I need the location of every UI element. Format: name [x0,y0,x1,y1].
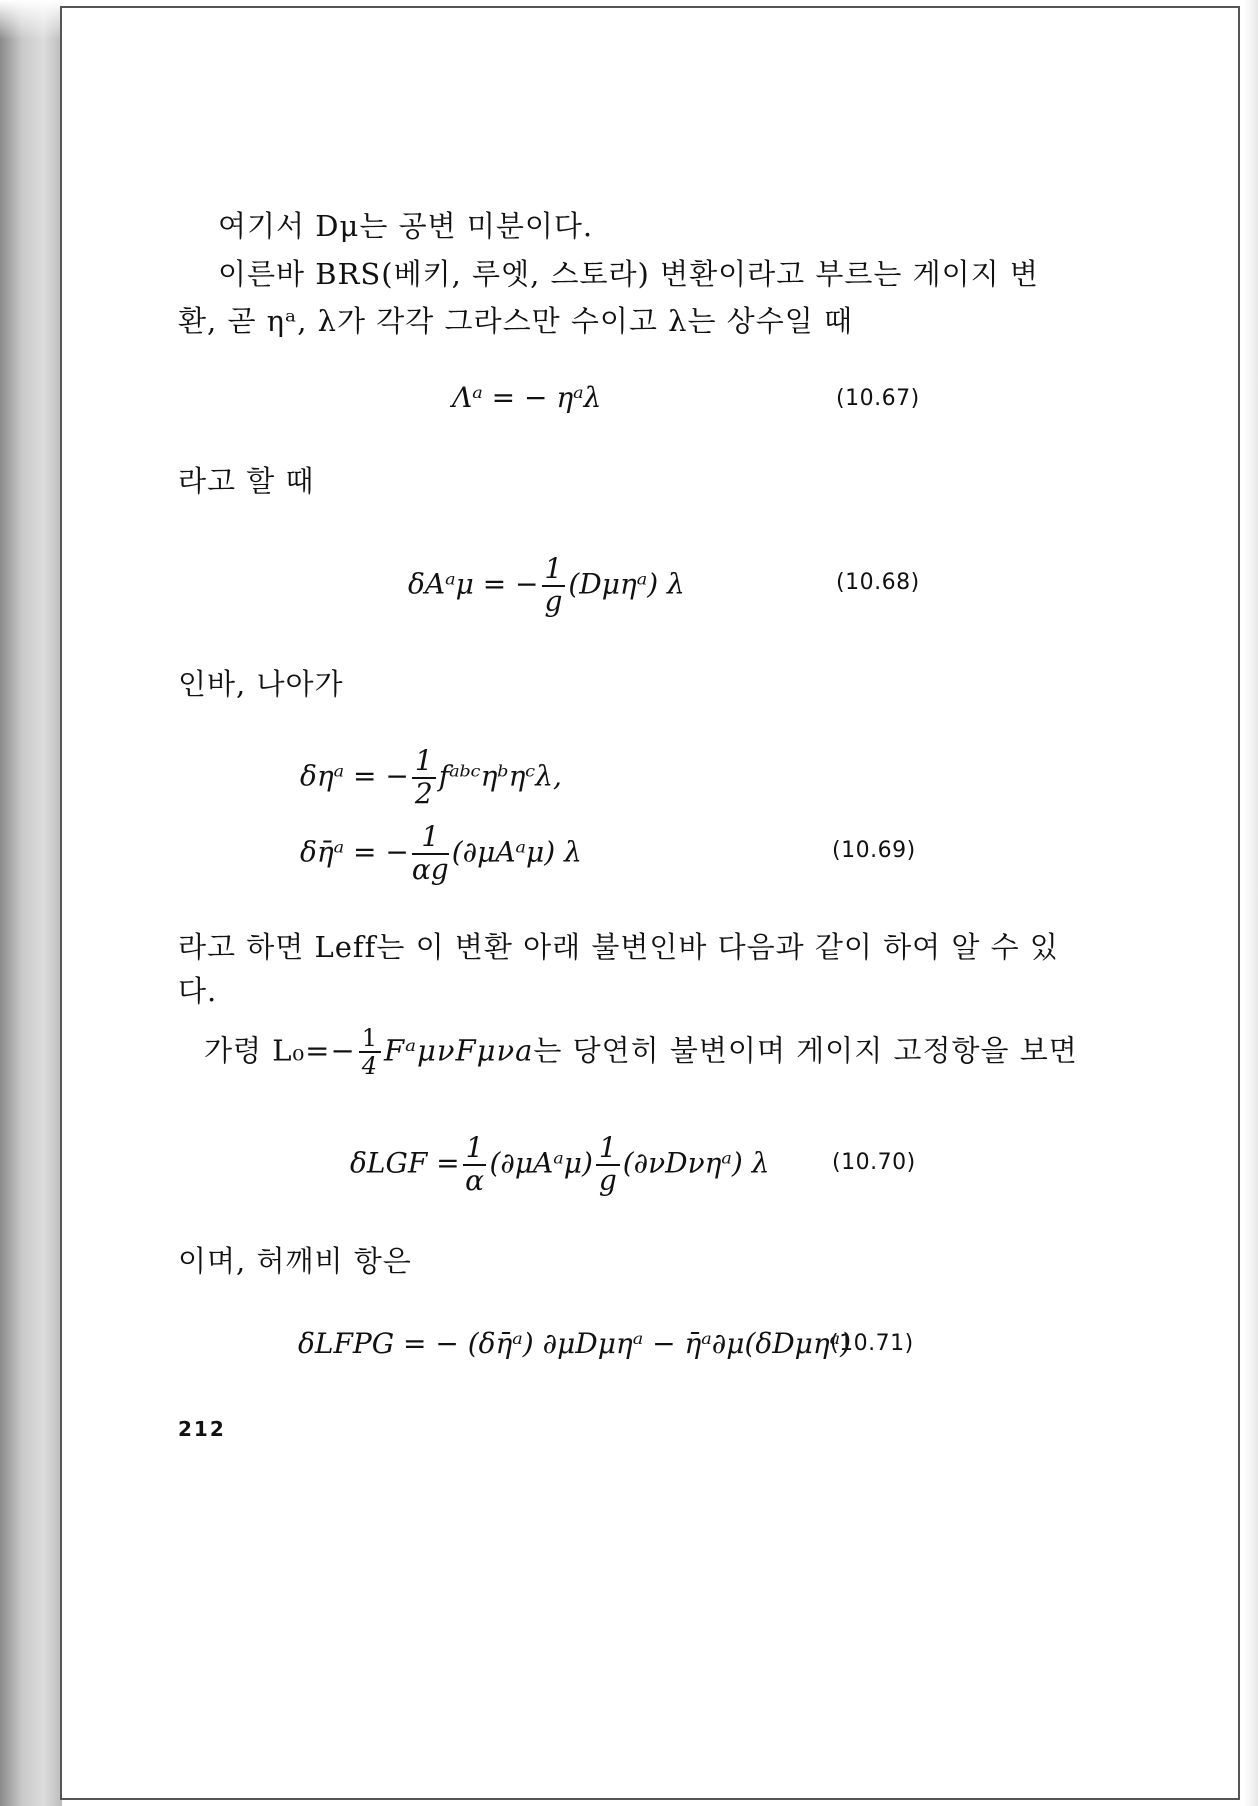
inline-eq-lhs: − [330,1033,356,1068]
paragraph-1: 여기서 Dμ는 공변 미분이다. [218,209,594,243]
equation-number-10-69: (10.69) [832,838,916,863]
paragraph-5-line-2: 다. [178,974,218,1008]
paragraph-4: 인바, 나아가 [178,667,344,701]
equation-number-10-68: (10.68) [836,570,920,595]
eq-10-69b-lhs: δη̄ᵃ = − [300,835,409,869]
spine-highlight [0,0,62,40]
paragraph-2-line-1: 이른바 BRS(베키, 루엣, 스토라) 변환이라고 부르는 게이지 변 [218,257,1039,291]
paragraph-5-line-1: 라고 하면 Leff는 이 변환 아래 불변인바 다음과 같이 하여 알 수 있 [178,930,1059,964]
equation-number-10-70: (10.70) [832,1150,916,1175]
equation-10-69a [300,746,562,810]
eq-10-70-rhs: (∂νDνηᵃ) λ [622,1146,770,1180]
paragraph-6-suffix: 는 당연히 불변이며 게이지 고정항을 보면 [533,1033,1078,1068]
eq-10-69a-fraction [412,746,436,810]
eq-10-69a-rhs: fᵃᵇᶜηᵇηᶜλ, [438,759,562,793]
eq-10-70-fraction-1 [463,1133,487,1197]
eq-10-69b-denominator: αg [411,852,449,886]
equation-10-67: Λᵃ = − ηᵃλ [452,381,602,414]
inline-eq-numerator: 1 [359,1025,381,1053]
eq-10-69b-numerator: 1 [412,822,449,855]
book-spine [0,0,62,1806]
eq-10-69b-rhs: (∂μAᵃμ) λ [451,835,582,869]
inline-eq-denominator: 4 [361,1052,379,1081]
paragraph-6 [204,1025,1078,1080]
paragraph-3: 라고 할 때 [178,464,315,498]
inline-eq-rhs: FᵃμνFμνa [384,1033,534,1068]
eq-10-70-fraction-2 [596,1133,620,1197]
eq-10-68-fraction [542,554,566,618]
equation-number-10-71: (10.71) [830,1331,914,1356]
inline-eq-fraction [359,1025,381,1080]
equation-10-70 [350,1133,770,1197]
equation-10-69b [300,822,582,886]
eq-10-69a-lhs: δηᵃ = − [300,759,409,793]
equation-10-71: δLFPG = − (δη̄ᵃ) ∂μDμηᵃ − η̄ᵃ∂μ(δDμηᵃ) [298,1327,852,1360]
page-number: 212 [178,1417,226,1441]
eq-10-69a-denominator: 2 [414,776,433,810]
paragraph-2-line-2: 환, 곧 ηᵃ, λ가 각각 그라스만 수이고 λ는 상수일 때 [178,304,853,338]
paragraph-6-prefix: 가령 L₀= [204,1033,331,1068]
eq-10-69a-numerator: 1 [412,746,436,779]
page-edge [1244,0,1258,1806]
eq-10-70-denominator-2: g [598,1163,617,1197]
eq-10-68-numerator: 1 [542,554,566,587]
eq-10-70-lhs: δLGF = [350,1146,460,1180]
eq-10-68-denominator: g [544,584,563,618]
eq-10-68-rhs: (Dμηᵃ) λ [568,567,685,601]
eq-10-70-mid: (∂μAᵃμ) [489,1146,593,1180]
paragraph-7: 이며, 허깨비 항은 [178,1244,412,1278]
eq-10-70-numerator-2: 1 [596,1133,620,1166]
eq-10-69b-fraction [412,822,449,886]
equation-number-10-67: (10.67) [836,386,920,411]
eq-10-68-lhs: δAᵃμ = − [408,567,539,601]
eq-10-70-numerator-1: 1 [463,1133,487,1166]
equation-10-68 [408,554,685,618]
eq-10-70-denominator-1: α [465,1163,484,1197]
